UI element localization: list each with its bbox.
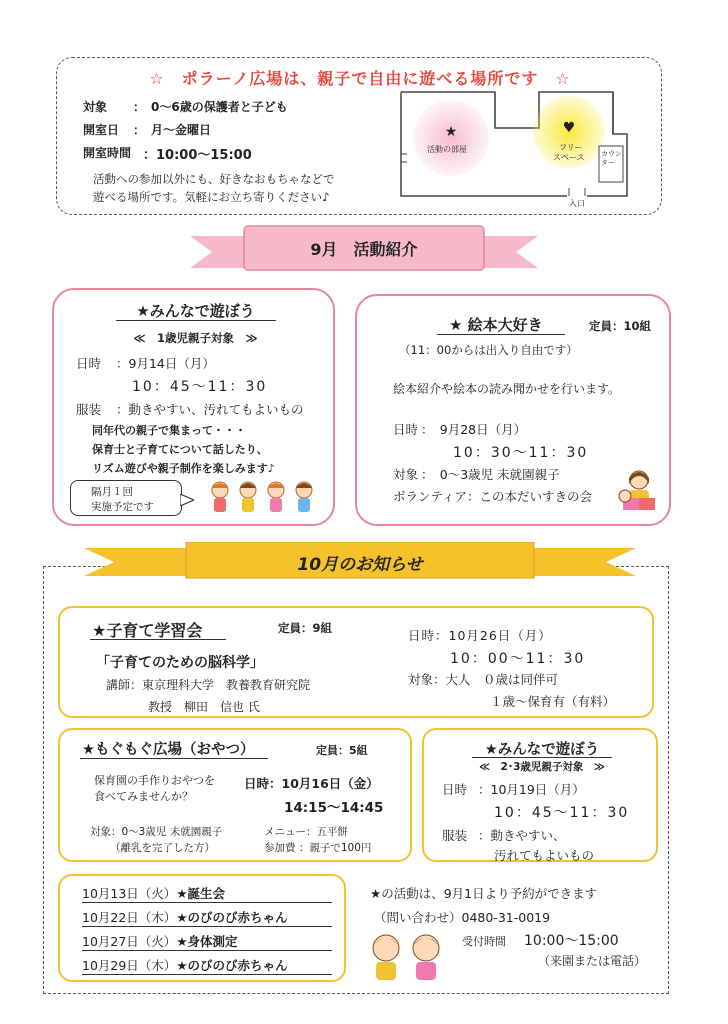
card2-volunteer: ボランティア：この本だいすきの会 <box>393 489 593 504</box>
target-value: ： 0～6歳の保護者と子ども <box>133 100 288 114</box>
svg-text:★: ★ <box>444 124 458 140</box>
card1-bubble-2: 実施予定です <box>91 501 154 513</box>
card1-bubble-1: 隔月１回 <box>91 486 133 498</box>
play23-title: ★みんなで遊ぼう <box>484 742 600 758</box>
svg-text:♥: ♥ <box>562 120 576 136</box>
map-activity-room: 活動の部屋 <box>427 145 467 154</box>
play23-time: 10：45～11：30 <box>494 805 630 821</box>
event-row <box>82 884 332 903</box>
card1-date-label: 日時 <box>76 356 102 371</box>
snack-desc-1: 保育園の手作りおやつを <box>94 774 215 787</box>
study-lecturer-2: 教授 柳田 信也 氏 <box>148 700 260 714</box>
info-note-2: 遊べる場所です。気軽にお立ち寄りください♪ <box>93 190 330 204</box>
info-title: ☆ ポラーノ広場は、親子で自由に遊べる場所です ☆ <box>149 69 571 88</box>
map-entrance: 入口 <box>569 199 585 208</box>
study-title: ★子育て学習会 <box>92 621 203 640</box>
hours-label: 開室時間 <box>83 146 132 160</box>
play23-date-label: 日時 <box>442 782 468 797</box>
study-capacity: 定員：9組 <box>278 621 333 635</box>
card1-dress-label: 服装 <box>76 402 102 417</box>
study-target-1: 対象：大人 ０歳は同伴可 <box>408 672 559 687</box>
event-name: ★身体測定 <box>176 934 238 949</box>
contact-hours-value: 10:00～15:00 <box>524 933 619 949</box>
map-counter: カウンター <box>601 150 622 167</box>
event-date: 10月22日（木） <box>82 910 177 925</box>
study-title-underline <box>90 639 226 640</box>
floor-map <box>397 84 647 208</box>
play23-dress-value-1: ：動きやすい、 <box>478 828 566 843</box>
card2-target-value: ： 0～3歳児 未就園親子 <box>421 467 560 482</box>
card1-time: 10：45～11：30 <box>132 379 268 395</box>
bubble-tail-icon <box>180 494 194 506</box>
oct-banner-text: 10月のお知らせ <box>297 555 423 575</box>
card1-note-bubble <box>70 480 182 516</box>
info-note-1: 活動への参加以外にも、好きなおもちゃなどで <box>93 172 335 186</box>
card2-note: （11：00からは出入り自由です） <box>399 343 578 357</box>
snack-target-1: 対象：0～3歳児 未就園親子 <box>90 826 223 838</box>
play23-dress-value-2: 汚れてもよいもの <box>494 848 595 863</box>
snack-fee: 参加費 ：親子で100円 <box>264 842 372 854</box>
card1-desc-1: 同年代の親子で集まって・・・ <box>92 424 246 437</box>
days-value: ： 月～金曜日 <box>133 123 212 137</box>
card1-desc-2: 保育士と子育てについて話したり、 <box>92 443 268 456</box>
card1-desc-3: リズム遊びや親子制作を楽しみます♪ <box>92 462 275 475</box>
event-name: ★のびのび赤ちゃん <box>176 958 288 973</box>
study-subtitle: 「子育てのための脳科学」 <box>96 655 264 671</box>
map-free-space-2: スペース <box>553 153 585 162</box>
card-play-2-3yr <box>422 728 658 862</box>
snack-capacity: 定員：5組 <box>316 744 368 757</box>
play23-title-underline <box>472 757 612 758</box>
snack-title: ★もぐもぐ広場（おやつ） <box>82 742 255 758</box>
play23-date-value: ：10月19日（月） <box>478 782 585 797</box>
snack-menu: メニュー：五平餅 <box>264 826 348 838</box>
study-date: 日時：10月26日（月） <box>408 628 552 643</box>
card-snack-plaza <box>58 728 412 862</box>
card2-title-underline <box>437 334 565 335</box>
event-date: 10月27日（火） <box>82 934 177 949</box>
info-box <box>56 57 662 215</box>
target-label: 対象 <box>83 100 108 114</box>
card-parenting-study <box>58 606 654 718</box>
study-time: 10：00～11：30 <box>450 651 586 667</box>
card2-capacity: 定員：10組 <box>589 319 652 333</box>
card2-desc: 絵本紹介や絵本の読み聞かせを行います。 <box>393 382 621 396</box>
card1-title: ★みんなで遊ぼう <box>136 302 255 320</box>
card2-title: ★ 絵本大好き <box>449 316 543 334</box>
contact-line-1: ★の活動は、9月1日より予約ができます <box>370 886 598 901</box>
card-picture-books <box>355 294 671 526</box>
sept-banner <box>190 224 538 276</box>
snack-date: 日時：10月16日（金） <box>244 776 379 791</box>
event-name: ★のびのび赤ちゃん <box>176 910 288 925</box>
card-play-1yr <box>52 288 335 526</box>
events-list <box>58 874 346 982</box>
card2-time: 10：30～11：30 <box>453 445 589 461</box>
event-row <box>82 908 332 927</box>
two-children-illustration <box>364 930 448 982</box>
event-row <box>82 932 332 951</box>
card1-title-underline <box>116 320 276 321</box>
snack-desc-2: 食べてみませんか？ <box>94 790 193 803</box>
map-free-space-1: フリー <box>559 143 583 152</box>
play23-dress-label: 服装 <box>442 828 468 843</box>
contact-hours-label: 受付時間 <box>462 935 506 948</box>
event-date: 10月13日（火） <box>82 886 177 901</box>
contact-method: （来園または電話） <box>538 954 647 968</box>
snack-title-underline <box>80 758 268 759</box>
hours-value: ：10:00～15:00 <box>143 148 252 163</box>
days-label: 開室日 <box>83 123 120 137</box>
snack-target-2: （離乳を完了した方） <box>110 842 215 854</box>
sept-banner-text: 9月 活動紹介 <box>310 240 418 259</box>
study-target-2: １歳～保育有（有料） <box>490 694 616 709</box>
snack-time: 14:15～14:45 <box>284 800 384 816</box>
study-lecturer-1: 講師：東京理科大学 教養教育研究院 <box>106 678 311 692</box>
event-date: 10月29日（木） <box>82 958 177 973</box>
card1-target: ≪ 1歳児親子対象 ≫ <box>133 331 258 345</box>
reading-parent-illustration <box>615 468 663 516</box>
card1-dress-value: ：動きやすい、汚れてもよいもの <box>116 402 304 417</box>
event-row <box>82 956 332 975</box>
card2-date-label: 日時 <box>393 422 419 437</box>
card2-date-value: ： 9月28日（月） <box>421 422 527 437</box>
oct-banner <box>84 542 636 582</box>
contact-line-2: （問い合わせ）0480-31-0019 <box>374 910 551 925</box>
event-name: ★誕生会 <box>176 886 226 901</box>
card1-date-value: ：9月14日（月） <box>116 356 215 371</box>
children-illustration <box>204 478 330 520</box>
floor-map-drawing <box>397 84 647 202</box>
play23-target: ≪ 2･3歳児親子対象 ≫ <box>479 761 605 773</box>
card2-target-label: 対象 <box>393 467 419 482</box>
contact-info <box>362 878 662 988</box>
